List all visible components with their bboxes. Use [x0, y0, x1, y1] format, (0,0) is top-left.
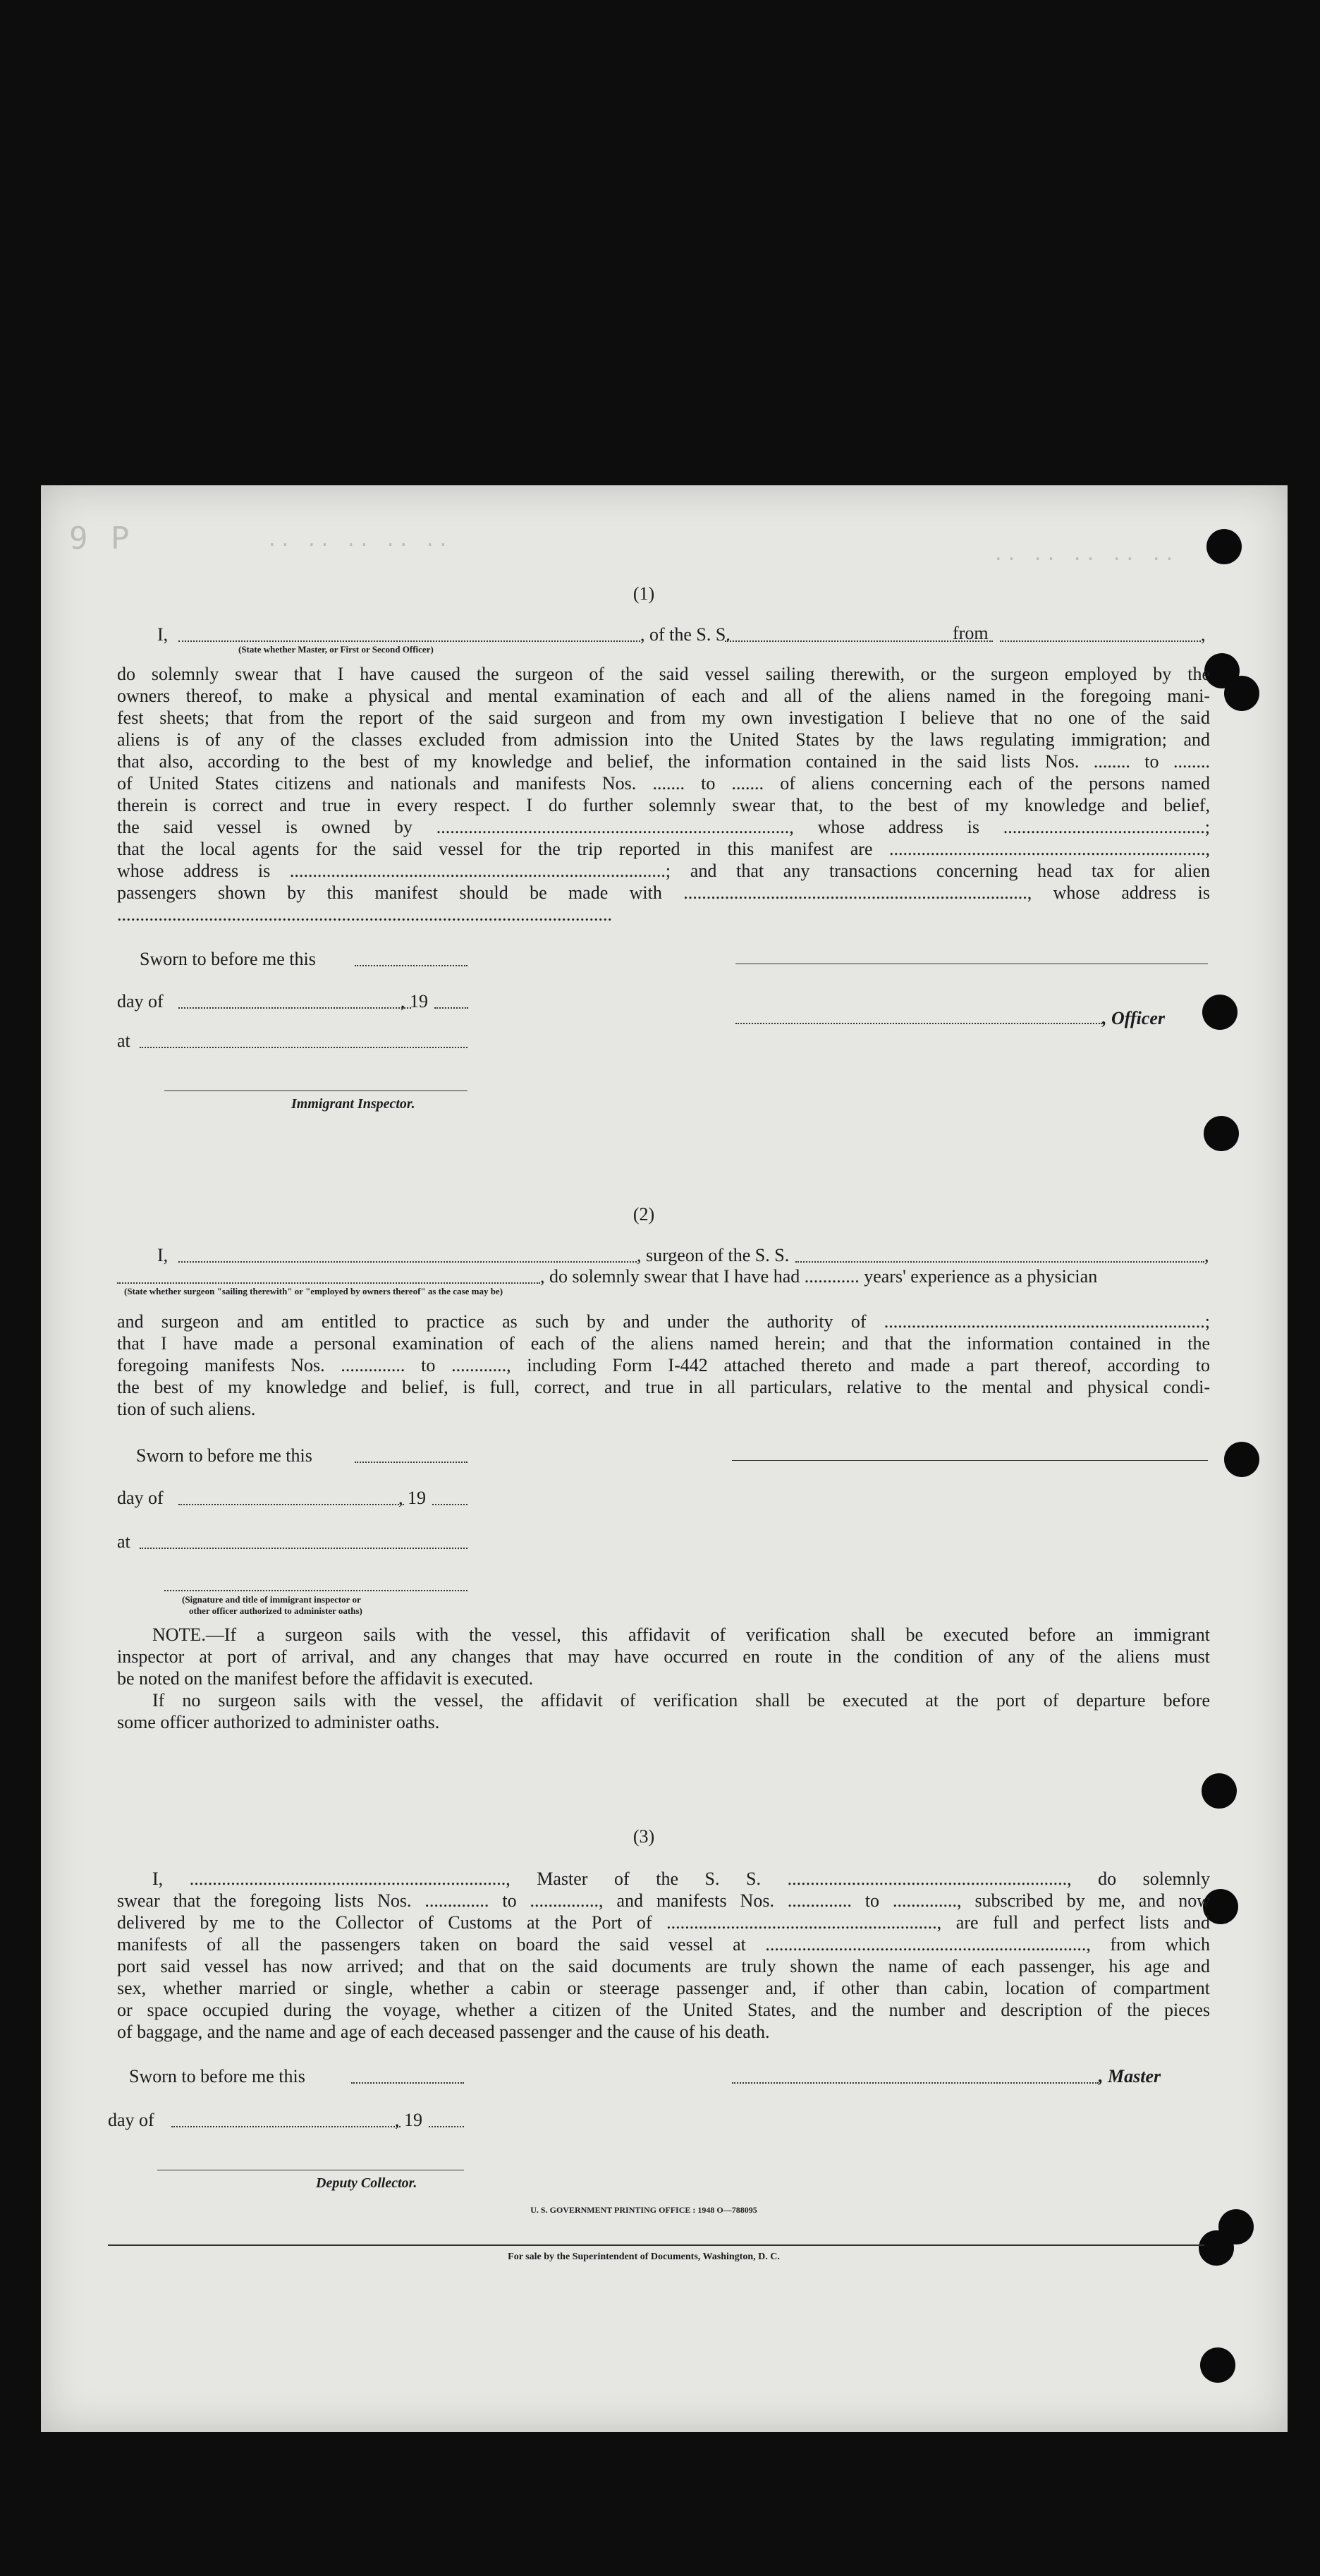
bleed-through-text: ·· ·· ·· ·· ·· — [267, 535, 451, 556]
section-1-number: (1) — [632, 583, 655, 604]
paragraph-line: of baggage, and the name and age of each deceased passenger and the cause of his death. — [117, 2022, 770, 2042]
sworn-date-field[interactable] — [355, 965, 468, 966]
surgeon-status-note: (State whether surgeon "sailing therewith" or "employed by owners thereof" as the case may be) — [124, 1286, 503, 1296]
day-of-field[interactable] — [171, 2126, 401, 2127]
rank-field[interactable] — [178, 640, 640, 642]
sworn-date-field[interactable] — [355, 1462, 468, 1463]
paragraph-line: delivered by me to the Collector of Customs at the Port of ..........................................................., are full and perfect lists and — [117, 1912, 1210, 1933]
paragraph-line: do solemnly swear that I have caused the surgeon of the said vessel sailing therewith, or the surgeon employed by the — [117, 664, 1210, 684]
year-field[interactable] — [429, 2126, 464, 2127]
paragraph-line: I, ....................................................................., Master of the S. S. ............................................................., do solemnly — [152, 1869, 1210, 1889]
note-line: inspector at port of arrival, and any changes that may have occurred en route in the condition of any of the aliens must — [117, 1646, 1210, 1667]
punch-hole — [1206, 529, 1242, 564]
at-field[interactable] — [140, 1047, 468, 1048]
paragraph-line: that I have made a personal examination of each of the aliens named herein; and that the information contained in the — [117, 1333, 1210, 1354]
year-field[interactable] — [432, 1504, 468, 1505]
surgeon-of-ss-label: , surgeon of the S. S. — [637, 1245, 790, 1265]
paragraph-line: the best of my knowledge and belief, is full, correct, and true in all particulars, relative to the mental and physical condi- — [117, 1377, 1210, 1397]
at-label: at — [117, 1031, 130, 1051]
day-of-label: day of — [117, 1488, 164, 1508]
punch-hole — [1224, 1442, 1259, 1477]
paragraph-line: aliens is of any of the classes excluded from admission into the United States by the laws regulating immigration; and — [117, 729, 1210, 750]
signature-note-line-2: other officer authorized to administer oaths) — [189, 1605, 362, 1616]
master-label: , Master — [1099, 2066, 1161, 2086]
section-2-paragraph — [117, 1311, 1210, 1420]
day-of-field[interactable] — [178, 1007, 411, 1009]
day-of-label: day of — [108, 2110, 154, 2130]
sworn-label: Sworn to before me this — [136, 1445, 312, 1466]
year-label: , 19 — [398, 1488, 426, 1508]
paragraph-line: sex, whether married or single, whether a cabin or steerage passenger and, if other than cabin, location of compartment — [117, 1978, 1210, 1998]
paragraph-line: port said vessel has now arrived; and that on the said documents are truly shown the name of each passenger, his age and — [117, 1956, 1210, 1976]
section-3-paragraph — [117, 1868, 1210, 2043]
paragraph-line: or space occupied during the voyage, whether a citizen of the United States, and the number and description of the pieces — [117, 2000, 1210, 2020]
officer-field[interactable] — [735, 1023, 1102, 1024]
paragraph-line: that also, according to the best of my knowledge and belief, the information contained in the said lists Nos. ........ to ........ — [117, 751, 1210, 772]
surgeon-years-line: , do solemnly swear that I have had ............ years' experience as a physician — [540, 1266, 1098, 1287]
surgeon-name-field[interactable] — [178, 1261, 637, 1263]
year-field[interactable] — [434, 1007, 468, 1009]
master-signature-field[interactable] — [732, 2082, 1099, 2084]
paragraph-line: therein is correct and true in every respect. I do further solemnly swear that, to the best of my knowledge and belief, — [117, 795, 1210, 815]
inspector-label: Immigrant Inspector. — [291, 1096, 415, 1112]
note-line: If no surgeon sails with the vessel, the affidavit of verification shall be executed at the port of departure before — [152, 1690, 1210, 1711]
punch-hole — [1200, 2347, 1235, 2383]
bleed-through-mark: 9 P — [69, 521, 132, 557]
at-label: at — [117, 1531, 130, 1552]
at-field[interactable] — [140, 1548, 468, 1549]
deputy-label: Deputy Collector. — [316, 2175, 417, 2191]
note-paragraph — [117, 1624, 1210, 1733]
paragraph-line: the said vessel is owned by ............................................................................., whose address is ............................................; — [117, 817, 1210, 837]
paragraph-line: passengers shown by this manifest should be made with ..........................................................................., whose address is — [117, 882, 1210, 903]
year-label: , 19 — [395, 2110, 422, 2130]
paragraph-line: ............................................................................................................ — [117, 904, 612, 925]
signature-note-line-1: (Signature and title of immigrant inspector or — [182, 1594, 361, 1605]
paragraph-line: that the local agents for the said vessel for the trip reported in this manifest are ....................................................................., — [117, 839, 1210, 859]
paragraph-line: and surgeon and am entitled to practice as such by and under the authority of ......................................................................; — [117, 1311, 1210, 1332]
sworn-date-field[interactable] — [351, 2082, 464, 2084]
day-of-field[interactable] — [178, 1504, 404, 1505]
day-of-label: day of — [117, 991, 164, 1011]
bleed-through-text: ·· ·· ·· ·· ·· — [993, 549, 1178, 570]
paragraph-line: swear that the foregoing lists Nos. .............. to ..............., and manifests Nos. .............. to .............., subscribed by me, and now — [117, 1890, 1210, 1911]
punch-hole — [1202, 1773, 1237, 1809]
note-line: some officer authorized to administer oaths. — [117, 1712, 440, 1732]
sale-line: For sale by the Superintendent of Documents, Washington, D. C. — [508, 2252, 780, 2262]
paragraph-line: of United States citizens and nationals and manifests Nos. ....... to ....... of aliens concerning each of the persons named — [117, 773, 1210, 794]
inspector-signature-line[interactable] — [164, 1090, 468, 1091]
surgeon-status-field[interactable] — [117, 1282, 540, 1284]
paragraph-line: owners thereof, to make a physical and mental examination of each and all of the aliens named in the foregoing mani- — [117, 686, 1210, 706]
paragraph-line: whose address is ..................................................................................; and that any transactions concerning head tax for alien — [117, 861, 1210, 881]
punch-hole — [1204, 1116, 1239, 1151]
section-2-number: (2) — [632, 1204, 655, 1225]
section-1-rank-note: (State whether Master, or First or Second Officer) — [238, 644, 434, 655]
punch-hole — [1202, 995, 1238, 1030]
surgeon-vessel-field[interactable] — [795, 1261, 1204, 1263]
comma: , — [1204, 1245, 1209, 1265]
from-port-field[interactable] — [1000, 640, 1201, 642]
paragraph-line: fest sheets; that from the report of the said surgeon and from my own investigation I believe that no one of the said — [117, 707, 1210, 728]
note-line: be noted on the manifest before the affidavit is executed. — [117, 1668, 534, 1689]
sworn-label: Sworn to before me this — [129, 2066, 305, 2086]
note-line: NOTE.—If a surgeon sails with the vessel, this affidavit of verification shall be executed before an immigrant — [152, 1624, 1210, 1645]
printing-office-line: U. S. GOVERNMENT PRINTING OFFICE : 1948 O—788095 — [530, 2205, 757, 2215]
section-1-i-label: I, — [157, 624, 169, 645]
paragraph-line: tion of such aliens. — [117, 1399, 256, 1419]
section-1-from-label: from — [953, 623, 989, 643]
officer-label: , Officer — [1102, 1008, 1166, 1028]
year-label: , 19 — [401, 991, 428, 1011]
comma: , — [1201, 624, 1206, 645]
inspector-signature-line[interactable] — [164, 1590, 468, 1591]
section-3-number: (3) — [632, 1826, 655, 1847]
footer-rule — [108, 2244, 1204, 2246]
section-1-of-ss-label: , of the S. S. — [640, 624, 731, 645]
sworn-label: Sworn to before me this — [140, 949, 316, 969]
paragraph-line: manifests of all the passengers taken on board the said vessel at ......................................................................, from which — [117, 1934, 1210, 1955]
paragraph-line: foregoing manifests Nos. .............. to ............, including Form I-442 attached thereto and made a part thereof, according to — [117, 1355, 1210, 1375]
surgeon-signature-line[interactable] — [732, 1460, 1208, 1461]
punch-hole — [1224, 676, 1259, 711]
section-1-paragraph — [117, 663, 1210, 925]
form-page — [41, 485, 1288, 2432]
section-2-i-label: I, — [157, 1245, 169, 1265]
